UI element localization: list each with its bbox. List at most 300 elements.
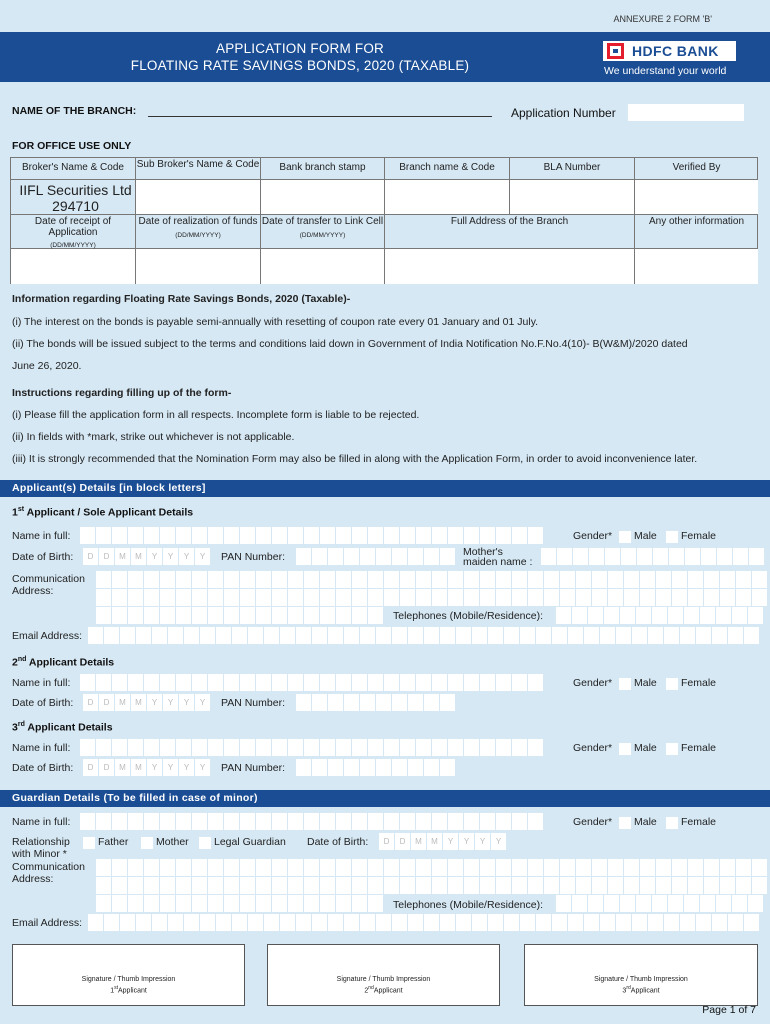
second-male-checkbox[interactable] (619, 678, 631, 690)
char-box[interactable] (88, 914, 103, 931)
broker-cell[interactable] (11, 180, 136, 215)
legal-guardian-checkbox[interactable] (199, 837, 211, 849)
char-box[interactable] (240, 895, 255, 912)
dob-char-box[interactable]: Y (443, 833, 458, 850)
char-box[interactable] (536, 914, 551, 931)
char-box[interactable] (416, 571, 431, 588)
char-box[interactable] (576, 571, 591, 588)
char-box[interactable] (208, 674, 223, 691)
char-box[interactable] (272, 589, 287, 606)
dob-char-box[interactable]: Y (163, 694, 178, 711)
first-name-boxes[interactable] (80, 527, 543, 544)
char-box[interactable] (749, 548, 764, 565)
char-box[interactable] (192, 674, 207, 691)
char-box[interactable] (328, 759, 343, 776)
char-box[interactable] (720, 859, 735, 876)
char-box[interactable] (496, 813, 511, 830)
char-box[interactable] (232, 627, 247, 644)
char-box[interactable] (688, 859, 703, 876)
char-box[interactable] (368, 813, 383, 830)
char-box[interactable] (256, 813, 271, 830)
char-box[interactable] (304, 739, 319, 756)
dob-char-box[interactable]: D (379, 833, 394, 850)
char-box[interactable] (704, 877, 719, 894)
char-box[interactable] (496, 571, 511, 588)
char-box[interactable] (528, 859, 543, 876)
char-box[interactable] (176, 813, 191, 830)
char-box[interactable] (712, 914, 727, 931)
char-box[interactable] (440, 914, 455, 931)
char-box[interactable] (592, 877, 607, 894)
char-box[interactable] (288, 589, 303, 606)
char-box[interactable] (272, 813, 287, 830)
char-box[interactable] (572, 895, 587, 912)
transfer-date-cell[interactable] (261, 249, 385, 284)
char-box[interactable] (632, 914, 647, 931)
char-box[interactable] (512, 571, 527, 588)
char-box[interactable] (608, 859, 623, 876)
char-box[interactable] (240, 739, 255, 756)
char-box[interactable] (88, 627, 103, 644)
char-box[interactable] (712, 627, 727, 644)
char-box[interactable] (416, 674, 431, 691)
char-box[interactable] (240, 527, 255, 544)
char-box[interactable] (208, 859, 223, 876)
char-box[interactable] (368, 895, 383, 912)
char-box[interactable] (216, 914, 231, 931)
char-box[interactable] (480, 813, 495, 830)
char-box[interactable] (392, 914, 407, 931)
char-box[interactable] (120, 627, 135, 644)
char-box[interactable] (96, 607, 111, 624)
char-box[interactable] (288, 895, 303, 912)
char-box[interactable] (168, 914, 183, 931)
char-box[interactable] (112, 859, 127, 876)
char-box[interactable] (224, 589, 239, 606)
char-box[interactable] (744, 627, 759, 644)
char-box[interactable] (464, 571, 479, 588)
char-box[interactable] (392, 627, 407, 644)
char-box[interactable] (176, 877, 191, 894)
char-box[interactable] (288, 607, 303, 624)
char-box[interactable] (576, 877, 591, 894)
char-box[interactable] (160, 589, 175, 606)
char-box[interactable] (200, 914, 215, 931)
char-box[interactable] (400, 571, 415, 588)
char-box[interactable] (304, 527, 319, 544)
char-box[interactable] (440, 548, 455, 565)
char-box[interactable] (664, 914, 679, 931)
char-box[interactable] (320, 813, 335, 830)
char-box[interactable] (208, 527, 223, 544)
char-box[interactable] (160, 571, 175, 588)
char-box[interactable] (512, 859, 527, 876)
char-box[interactable] (304, 607, 319, 624)
char-box[interactable] (432, 571, 447, 588)
dob-char-box[interactable]: Y (491, 833, 506, 850)
char-box[interactable] (573, 548, 588, 565)
dob-char-box[interactable]: Y (147, 548, 162, 565)
char-box[interactable] (240, 674, 255, 691)
char-box[interactable] (748, 607, 763, 624)
char-box[interactable] (128, 739, 143, 756)
char-box[interactable] (272, 877, 287, 894)
dob-char-box[interactable]: Y (195, 759, 210, 776)
char-box[interactable] (344, 627, 359, 644)
char-box[interactable] (748, 895, 763, 912)
char-box[interactable] (80, 527, 95, 544)
char-box[interactable] (232, 914, 247, 931)
char-box[interactable] (384, 571, 399, 588)
subbroker-cell[interactable] (136, 180, 261, 215)
dob-char-box[interactable]: M (115, 548, 130, 565)
char-box[interactable] (620, 607, 635, 624)
char-box[interactable] (256, 589, 271, 606)
char-box[interactable] (352, 527, 367, 544)
char-box[interactable] (696, 914, 711, 931)
char-box[interactable] (464, 859, 479, 876)
char-box[interactable] (432, 527, 447, 544)
char-box[interactable] (416, 877, 431, 894)
char-box[interactable] (652, 895, 667, 912)
char-box[interactable] (732, 895, 747, 912)
char-box[interactable] (608, 877, 623, 894)
char-box[interactable] (592, 589, 607, 606)
char-box[interactable] (224, 527, 239, 544)
signature-box-1[interactable] (12, 944, 245, 1006)
char-box[interactable] (416, 739, 431, 756)
char-box[interactable] (320, 589, 335, 606)
char-box[interactable] (684, 607, 699, 624)
char-box[interactable] (224, 607, 239, 624)
char-box[interactable] (528, 674, 543, 691)
char-box[interactable] (152, 914, 167, 931)
char-box[interactable] (496, 859, 511, 876)
char-box[interactable] (520, 627, 535, 644)
char-box[interactable] (605, 548, 620, 565)
char-box[interactable] (144, 739, 159, 756)
second-pan-boxes[interactable] (296, 694, 455, 711)
char-box[interactable] (128, 589, 143, 606)
char-box[interactable] (272, 739, 287, 756)
char-box[interactable] (512, 527, 527, 544)
char-box[interactable] (352, 895, 367, 912)
char-box[interactable] (432, 877, 447, 894)
char-box[interactable] (256, 859, 271, 876)
char-box[interactable] (288, 571, 303, 588)
char-box[interactable] (144, 571, 159, 588)
char-box[interactable] (80, 674, 95, 691)
char-box[interactable] (584, 914, 599, 931)
char-box[interactable] (432, 674, 447, 691)
guardian-address-line1[interactable] (96, 859, 767, 876)
char-box[interactable] (112, 877, 127, 894)
char-box[interactable] (280, 914, 295, 931)
char-box[interactable] (320, 571, 335, 588)
char-box[interactable] (160, 527, 175, 544)
char-box[interactable] (701, 548, 716, 565)
char-box[interactable] (320, 739, 335, 756)
char-box[interactable] (184, 914, 199, 931)
char-box[interactable] (192, 589, 207, 606)
char-box[interactable] (224, 674, 239, 691)
first-male-checkbox[interactable] (619, 531, 631, 543)
char-box[interactable] (704, 589, 719, 606)
char-box[interactable] (96, 739, 111, 756)
char-box[interactable] (312, 694, 327, 711)
char-box[interactable] (648, 914, 663, 931)
char-box[interactable] (528, 527, 543, 544)
char-box[interactable] (720, 877, 735, 894)
char-box[interactable] (448, 877, 463, 894)
char-box[interactable] (640, 859, 655, 876)
char-box[interactable] (600, 914, 615, 931)
char-box[interactable] (408, 694, 423, 711)
third-female-checkbox[interactable] (666, 743, 678, 755)
second-name-boxes[interactable] (80, 674, 543, 691)
char-box[interactable] (296, 914, 311, 931)
char-box[interactable] (224, 859, 239, 876)
third-male-checkbox[interactable] (619, 743, 631, 755)
char-box[interactable] (304, 571, 319, 588)
char-box[interactable] (608, 589, 623, 606)
char-box[interactable] (728, 914, 743, 931)
char-box[interactable] (728, 627, 743, 644)
char-box[interactable] (304, 674, 319, 691)
branch-address-cell[interactable] (385, 249, 635, 284)
char-box[interactable] (240, 571, 255, 588)
guardian-tel-boxes[interactable] (556, 895, 763, 912)
dob-char-box[interactable]: D (83, 548, 98, 565)
char-box[interactable] (552, 627, 567, 644)
char-box[interactable] (456, 627, 471, 644)
char-box[interactable] (176, 607, 191, 624)
branch-code-cell[interactable] (385, 180, 510, 215)
char-box[interactable] (528, 813, 543, 830)
char-box[interactable] (376, 694, 391, 711)
char-box[interactable] (240, 607, 255, 624)
char-box[interactable] (368, 739, 383, 756)
char-box[interactable] (384, 739, 399, 756)
char-box[interactable] (584, 627, 599, 644)
char-box[interactable] (685, 548, 700, 565)
char-box[interactable] (732, 607, 747, 624)
char-box[interactable] (636, 895, 651, 912)
char-box[interactable] (440, 694, 455, 711)
char-box[interactable] (544, 571, 559, 588)
char-box[interactable] (96, 895, 111, 912)
char-box[interactable] (576, 859, 591, 876)
char-box[interactable] (668, 895, 683, 912)
char-box[interactable] (352, 859, 367, 876)
char-box[interactable] (456, 914, 471, 931)
guardian-dob-boxes[interactable] (379, 833, 506, 850)
char-box[interactable] (352, 739, 367, 756)
char-box[interactable] (512, 877, 527, 894)
dob-char-box[interactable]: Y (459, 833, 474, 850)
char-box[interactable] (336, 859, 351, 876)
char-box[interactable] (360, 694, 375, 711)
char-box[interactable] (624, 571, 639, 588)
char-box[interactable] (360, 627, 375, 644)
char-box[interactable] (376, 627, 391, 644)
char-box[interactable] (653, 548, 668, 565)
char-box[interactable] (256, 877, 271, 894)
char-box[interactable] (176, 859, 191, 876)
char-box[interactable] (248, 627, 263, 644)
char-box[interactable] (96, 877, 111, 894)
char-box[interactable] (272, 527, 287, 544)
char-box[interactable] (336, 895, 351, 912)
char-box[interactable] (168, 627, 183, 644)
char-box[interactable] (416, 859, 431, 876)
char-box[interactable] (384, 877, 399, 894)
first-tel-boxes[interactable] (556, 607, 763, 624)
char-box[interactable] (424, 548, 439, 565)
char-box[interactable] (288, 877, 303, 894)
char-box[interactable] (208, 607, 223, 624)
char-box[interactable] (160, 859, 175, 876)
char-box[interactable] (480, 589, 495, 606)
char-box[interactable] (472, 627, 487, 644)
char-box[interactable] (264, 914, 279, 931)
char-box[interactable] (544, 589, 559, 606)
char-box[interactable] (736, 859, 751, 876)
char-box[interactable] (376, 759, 391, 776)
second-dob-boxes[interactable] (83, 694, 210, 711)
char-box[interactable] (688, 571, 703, 588)
char-box[interactable] (688, 589, 703, 606)
char-box[interactable] (488, 914, 503, 931)
dob-char-box[interactable]: Y (163, 759, 178, 776)
char-box[interactable] (408, 627, 423, 644)
char-box[interactable] (320, 674, 335, 691)
signature-box-3[interactable] (524, 944, 758, 1006)
verified-cell[interactable] (635, 180, 758, 215)
char-box[interactable] (368, 571, 383, 588)
char-box[interactable] (496, 739, 511, 756)
char-box[interactable] (656, 859, 671, 876)
char-box[interactable] (700, 607, 715, 624)
char-box[interactable] (528, 571, 543, 588)
char-box[interactable] (336, 877, 351, 894)
char-box[interactable] (144, 895, 159, 912)
char-box[interactable] (208, 813, 223, 830)
char-box[interactable] (480, 859, 495, 876)
char-box[interactable] (400, 813, 415, 830)
char-box[interactable] (304, 859, 319, 876)
char-box[interactable] (104, 627, 119, 644)
char-box[interactable] (192, 571, 207, 588)
char-box[interactable] (448, 813, 463, 830)
char-box[interactable] (368, 607, 383, 624)
char-box[interactable] (208, 877, 223, 894)
char-box[interactable] (304, 877, 319, 894)
guardian-female-checkbox[interactable] (666, 817, 678, 829)
char-box[interactable] (216, 627, 231, 644)
char-box[interactable] (604, 607, 619, 624)
char-box[interactable] (528, 877, 543, 894)
char-box[interactable] (256, 895, 271, 912)
char-box[interactable] (424, 627, 439, 644)
char-box[interactable] (312, 627, 327, 644)
dob-char-box[interactable]: Y (147, 694, 162, 711)
char-box[interactable] (464, 674, 479, 691)
char-box[interactable] (192, 895, 207, 912)
dob-char-box[interactable]: Y (475, 833, 490, 850)
char-box[interactable] (560, 877, 575, 894)
char-box[interactable] (392, 694, 407, 711)
other-info-cell[interactable] (635, 249, 758, 284)
char-box[interactable] (464, 877, 479, 894)
char-box[interactable] (480, 739, 495, 756)
char-box[interactable] (640, 877, 655, 894)
char-box[interactable] (672, 571, 687, 588)
char-box[interactable] (512, 739, 527, 756)
char-box[interactable] (560, 859, 575, 876)
char-box[interactable] (112, 607, 127, 624)
char-box[interactable] (400, 859, 415, 876)
char-box[interactable] (592, 571, 607, 588)
char-box[interactable] (128, 859, 143, 876)
char-box[interactable] (152, 627, 167, 644)
char-box[interactable] (736, 877, 751, 894)
char-box[interactable] (280, 627, 295, 644)
dob-char-box[interactable]: Y (147, 759, 162, 776)
char-box[interactable] (480, 877, 495, 894)
char-box[interactable] (224, 739, 239, 756)
char-box[interactable] (588, 607, 603, 624)
char-box[interactable] (344, 548, 359, 565)
char-box[interactable] (640, 589, 655, 606)
char-box[interactable] (512, 589, 527, 606)
char-box[interactable] (176, 674, 191, 691)
char-box[interactable] (160, 895, 175, 912)
char-box[interactable] (296, 548, 311, 565)
char-box[interactable] (664, 627, 679, 644)
char-box[interactable] (736, 589, 751, 606)
char-box[interactable] (557, 548, 572, 565)
char-box[interactable] (144, 527, 159, 544)
char-box[interactable] (336, 571, 351, 588)
char-box[interactable] (556, 607, 571, 624)
char-box[interactable] (672, 877, 687, 894)
char-box[interactable] (536, 627, 551, 644)
char-box[interactable] (256, 607, 271, 624)
char-box[interactable] (320, 895, 335, 912)
char-box[interactable] (304, 895, 319, 912)
char-box[interactable] (432, 739, 447, 756)
char-box[interactable] (472, 914, 487, 931)
char-box[interactable] (752, 571, 767, 588)
char-box[interactable] (288, 739, 303, 756)
char-box[interactable] (448, 859, 463, 876)
char-box[interactable] (96, 674, 111, 691)
dob-char-box[interactable]: D (99, 694, 114, 711)
char-box[interactable] (144, 674, 159, 691)
char-box[interactable] (496, 527, 511, 544)
char-box[interactable] (720, 589, 735, 606)
char-box[interactable] (328, 914, 343, 931)
char-box[interactable] (616, 914, 631, 931)
first-pan-boxes[interactable] (296, 548, 455, 565)
char-box[interactable] (336, 607, 351, 624)
char-box[interactable] (416, 589, 431, 606)
dob-char-box[interactable]: Y (179, 759, 194, 776)
char-box[interactable] (296, 694, 311, 711)
char-box[interactable] (368, 674, 383, 691)
dob-char-box[interactable]: M (115, 759, 130, 776)
